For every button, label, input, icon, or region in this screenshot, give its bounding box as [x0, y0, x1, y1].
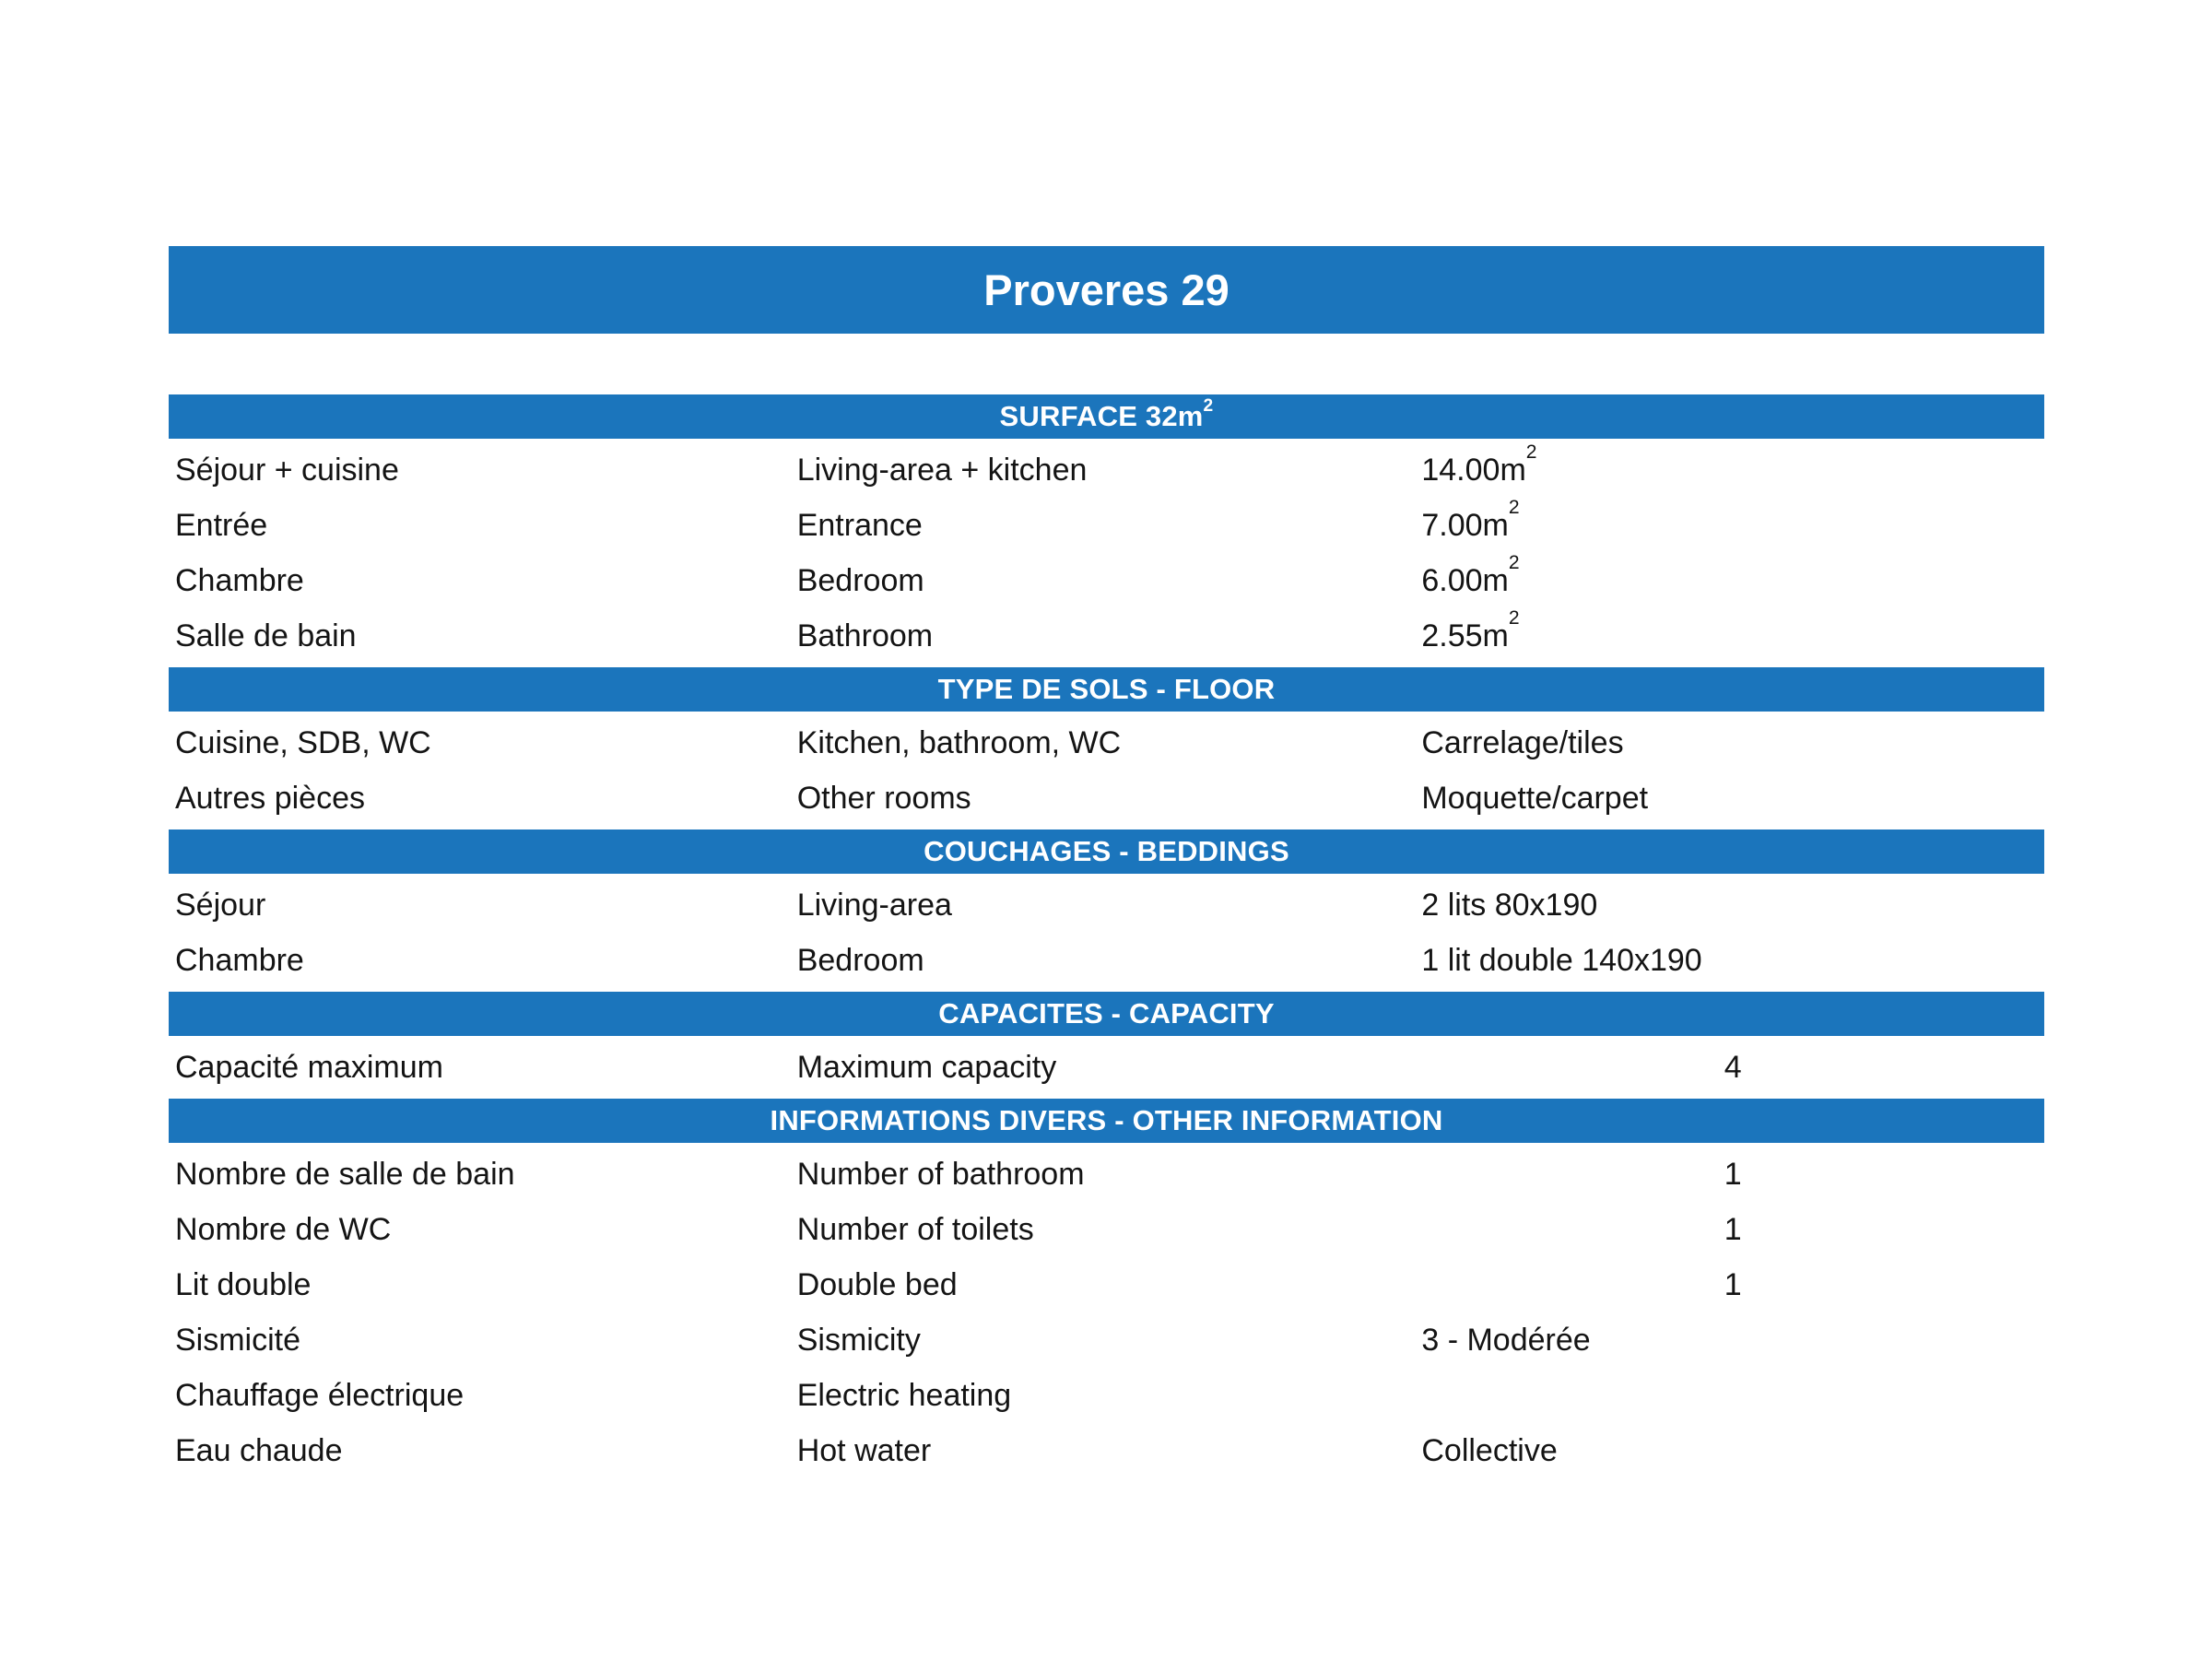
section-header-label: CAPACITES - CAPACITY [938, 997, 1275, 1030]
table-row [169, 608, 2044, 664]
table-row [169, 933, 2044, 988]
table-row [169, 1202, 2044, 1257]
row-label-english: Double bed [796, 1266, 958, 1302]
row-label-english: Bathroom [796, 618, 934, 653]
row-label-french: Capacité maximum [175, 1049, 443, 1085]
section-header-bar [169, 667, 2044, 712]
table-row [169, 442, 2044, 498]
row-label-english: Living-area + kitchen [796, 452, 1088, 488]
table-row [169, 1257, 2044, 1312]
row-label-english: Other rooms [796, 780, 971, 816]
section-header-bar: SURFACE 32m $^2$ [169, 394, 2044, 439]
section-header-label: SURFACE 32m [999, 400, 1204, 432]
row-value-text: 4 [1724, 1049, 1742, 1085]
section [169, 667, 2044, 826]
row-label-english: Bedroom [796, 942, 924, 978]
row-value-superscript: 2 [1525, 441, 1537, 463]
table-row [169, 1312, 2044, 1368]
section-header-bar [169, 830, 2044, 874]
row-value-text: 2.55m [1421, 618, 1509, 653]
table-row [169, 1423, 2044, 1478]
row-value-superscript: 2 [1508, 606, 1520, 629]
row-value-text: 1 [1724, 1266, 1742, 1302]
row-value-superscript: 2 [1508, 551, 1520, 573]
row-value [1421, 496, 2044, 544]
row-label-english: Electric heating [796, 1377, 1012, 1413]
table-row [169, 715, 2044, 771]
row-value [1421, 551, 2044, 599]
row-value [1421, 781, 2044, 817]
row-value-text: 7.00m [1421, 507, 1509, 543]
row-value [1421, 441, 2044, 488]
row-label-french: Séjour [175, 887, 266, 923]
row-value-text: 1 lit double 140x190 [1421, 942, 1702, 978]
section-header-bar [169, 1099, 2044, 1143]
page-title: Proveres 29 [983, 265, 1230, 314]
row-label-english: Kitchen, bathroom, WC [796, 724, 1122, 760]
row-label-french: Cuisine, SDB, WC [175, 724, 431, 760]
row-value [1421, 1157, 2044, 1193]
section [169, 830, 2044, 988]
row-value-text: Moquette/carpet [1421, 780, 1649, 816]
table-row [169, 553, 2044, 608]
section-header-label: INFORMATIONS DIVERS - OTHER INFORMATION [770, 1104, 1443, 1136]
table-row [169, 877, 2044, 933]
table-row [169, 1368, 2044, 1423]
row-value-text: 1 [1724, 1156, 1742, 1192]
row-label-french: Autres pièces [175, 780, 365, 816]
section-header-label: TYPE DE SOLS - FLOOR [937, 673, 1276, 705]
row-value-text: 14.00m [1421, 452, 1526, 488]
row-value [1421, 1433, 2044, 1469]
row-label-french: Salle de bain [175, 618, 357, 653]
section [169, 394, 2044, 664]
row-value [1421, 606, 2044, 654]
row-label-french: Lit double [175, 1266, 312, 1302]
row-label-french: Chambre [175, 562, 304, 598]
row-label-english: Sismicity [796, 1322, 921, 1358]
row-value-superscript: 2 [1508, 496, 1520, 518]
row-value-text: 6.00m [1421, 562, 1509, 598]
title-bar [169, 246, 2044, 334]
table-row [169, 498, 2044, 553]
row-value-text: 1 [1724, 1211, 1742, 1247]
row-label-english: Maximum capacity [796, 1049, 1057, 1085]
row-label-english: Entrance [796, 507, 923, 543]
row-value [1421, 725, 2044, 761]
table-row [169, 1147, 2044, 1202]
section [169, 992, 2044, 1095]
row-label-english: Number of toilets [796, 1211, 1034, 1247]
row-value [1421, 888, 2044, 924]
row-value-text: Carrelage/tiles [1421, 724, 1624, 760]
row-label-english: Living-area [796, 887, 952, 923]
table-row [169, 1040, 2044, 1095]
row-value [1421, 1267, 2044, 1303]
row-label-french: Entrée [175, 507, 268, 543]
row-label-french: Chauffage électrique [175, 1377, 465, 1413]
row-label-english: Hot water [796, 1432, 932, 1468]
sections-container [169, 394, 2044, 1478]
property-sheet [169, 246, 2044, 1478]
row-label-french: Chambre [175, 942, 304, 978]
row-label-french: Sismicité [175, 1322, 301, 1358]
row-value [1421, 943, 2044, 979]
row-label-french: Séjour + cuisine [175, 452, 399, 488]
section-header-bar [169, 992, 2044, 1036]
row-value [1421, 1212, 2044, 1248]
row-value [1421, 1050, 2044, 1086]
row-label-french: Nombre de salle de bain [175, 1156, 515, 1192]
row-value-text: Collective [1421, 1432, 1558, 1468]
row-label-english: Bedroom [796, 562, 924, 598]
table-row [169, 771, 2044, 826]
row-value-text: 2 lits 80x190 [1421, 887, 1598, 923]
row-label-french: Eau chaude [175, 1432, 343, 1468]
section [169, 1099, 2044, 1478]
row-value-text: 3 - Modérée [1421, 1322, 1591, 1358]
section-header-label: COUCHAGES - BEDDINGS [924, 835, 1289, 867]
row-label-english: Number of bathroom [796, 1156, 1085, 1192]
row-label-french: Nombre de WC [175, 1211, 392, 1247]
row-value [1421, 1323, 2044, 1359]
